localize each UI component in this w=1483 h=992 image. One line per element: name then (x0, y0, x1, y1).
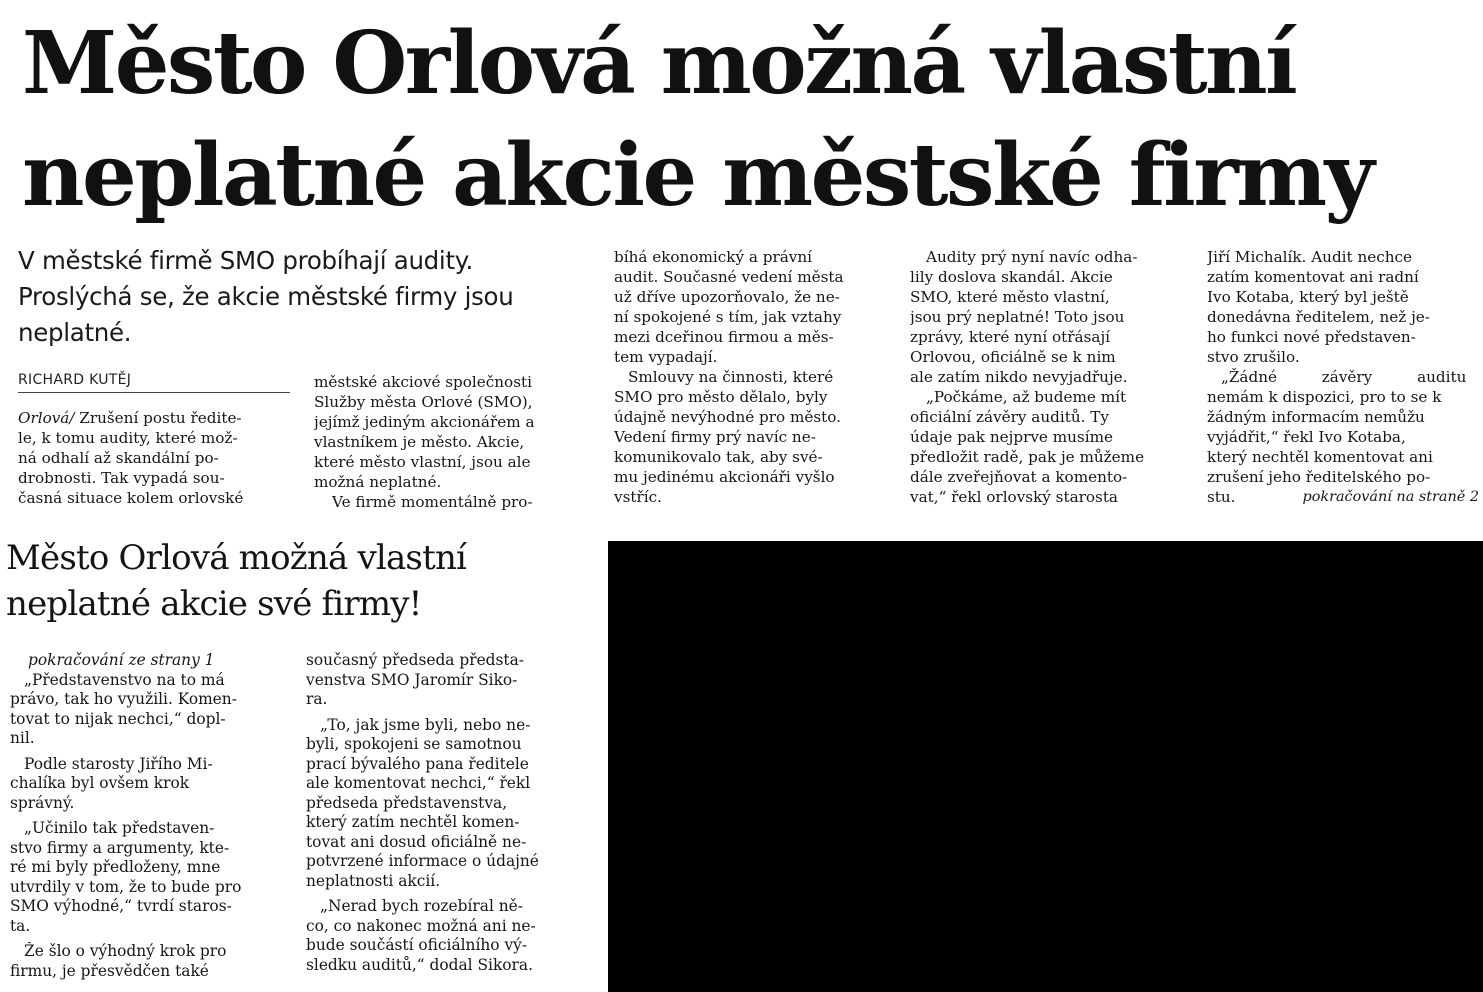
text-line: předseda představenstva, (306, 793, 508, 812)
article1-column-5 (1207, 247, 1479, 507)
article2-headline-line: neplatné akcie své firmy! (6, 584, 422, 624)
text-line: SMO pro město dělalo, byly (614, 388, 828, 406)
article1-column-3 (614, 247, 886, 507)
text-line: předložit radě, pak je můžeme (910, 448, 1145, 466)
text-line: „Představenstvo na to má (24, 670, 225, 689)
article1-column-4 (910, 247, 1186, 507)
text-line: tem vypadají. (614, 348, 718, 366)
text-line: bude součástí oficiálního vý- (306, 936, 528, 954)
text-line: zprávy, které nyní otřásají (910, 328, 1111, 346)
text-line: donedávna ředitelem, než je- (1207, 308, 1430, 326)
text-line: Podle starosty Jiřího Mi- (24, 754, 213, 773)
article1-headline-line: Město Orlová možná vlastní (22, 13, 1296, 114)
lead-line: Proslýchá se, že akcie městské firmy jsou (18, 282, 514, 311)
text-line: jsou prý neplatné! Toto jsou (910, 308, 1125, 326)
article2-column-1 (10, 651, 282, 981)
article1-headline-line: neplatné akcie městské firmy (22, 125, 1373, 226)
article1-lead (18, 243, 578, 351)
text-line: firmu, je přesvědčen také (10, 961, 209, 980)
text-line: časná situace kolem orlovské (18, 489, 244, 507)
text-line: audit. Současné vedení města (614, 268, 844, 286)
text-line: údaje pak nejprve musíme (910, 428, 1113, 446)
text-fragment: Zrušení postu ředite- (79, 409, 242, 427)
text-line: které město vlastní, jsou ale (314, 453, 531, 471)
text-line: byli, spokojeni se samotnou (306, 735, 522, 753)
text-line: stvo firmy a argumenty, kte- (10, 838, 230, 857)
text-line: sledku auditů,“ dodal Sikora. (306, 955, 533, 974)
text-line: vstříc. (614, 488, 662, 506)
text-line: Orlovou, oficiálně se k nim (910, 348, 1116, 366)
text-line: mezi dceřinou firmou a měs- (614, 328, 834, 346)
text-line: prací bývalého pana ředitele (306, 754, 529, 773)
text-line: utvrdily v tom, že to bude pro (10, 877, 242, 896)
lead-line: V městské firmě SMO probíhají audity. (18, 246, 473, 275)
text-line: ná odhalí až skandální po- (18, 449, 219, 467)
text-line: Smlouvy na činnosti, které (628, 368, 834, 386)
article2-column-2 (306, 651, 582, 975)
text-line: údajně nevýhodné pro město. (614, 408, 841, 426)
text-line: ale zatím nikdo nevyjadřuje. (910, 368, 1128, 386)
text-line: jejímž jediným akcionářem a (314, 413, 535, 431)
text-line: oficiální závěry auditů. Ty (910, 408, 1109, 426)
text-line: neplatnosti akcií. (306, 871, 441, 890)
text-line: „Počkáme, až budeme mít (926, 388, 1127, 406)
article1-headline (22, 8, 1472, 232)
text-line: žádným informacím nemůžu (1207, 408, 1425, 426)
text-line: který nechtěl komentovat ani (1207, 448, 1433, 466)
text-line: ta. (10, 916, 31, 935)
text-line: městské akciové společnosti (314, 373, 532, 391)
text-fragment: stu. (1207, 488, 1236, 506)
text-line: tovat ani dosud oficiálně ne- (306, 832, 527, 851)
text-line: stvo zrušilo. (1207, 348, 1300, 366)
text-line: vyjádřit,“ řekl Ivo Kotaba, (1207, 428, 1406, 446)
text-line (1207, 487, 1479, 507)
text-line: mu jedinému akcionáři vyšlo (614, 468, 835, 486)
text-line: ní spokojené s tím, jak vztahy (614, 308, 842, 326)
text-line: současný předseda předsta- (306, 651, 524, 669)
text-line: dále zveřejňovat a komento- (910, 468, 1128, 486)
text-line: venstva SMO Jaromír Siko- (306, 670, 518, 689)
text-line: Jiří Michalík. Audit nechce (1207, 248, 1413, 266)
text-line: Ivo Kotaba, který byl ještě (1207, 288, 1409, 306)
redaction-block (608, 541, 1483, 992)
text-line: ale komentovat nechci,“ řekl (306, 774, 531, 792)
text-line: Služby města Orlové (SMO), (314, 393, 533, 411)
text-line: tovat to nijak nechci,“ dopl- (10, 709, 226, 728)
text-line: „Nerad bych rozebíral ně- (320, 897, 523, 915)
text-line: ré mi byly předloženy, mne (10, 858, 221, 876)
article2-headline (6, 535, 596, 627)
text-line: už dříve upozorňovalo, že ne- (614, 288, 840, 306)
text-line: „Učinilo tak představen- (24, 819, 215, 837)
text-line: chalíka byl ovšem krok (10, 774, 190, 792)
text-line: „To, jak jsme byli, nebo ne- (320, 715, 531, 734)
text-line: ho funkci nové představen- (1207, 328, 1416, 346)
article1-column-2 (314, 372, 590, 512)
text-line: právo, tak ho využili. Komen- (10, 690, 237, 708)
text-line: možná neplatné. (314, 473, 442, 491)
lead-line: neplatné. (18, 318, 132, 347)
text-line: vlastníkem je město. Akcie, (314, 433, 525, 451)
article1-column-1 (18, 408, 290, 508)
text-line: SMO, které město vlastní, (910, 288, 1110, 306)
text-line: komunikovalo tak, aby své- (614, 448, 823, 466)
text-line: správný. (10, 793, 75, 812)
text-line: SMO výhodné,“ tvrdí staros- (10, 897, 232, 915)
text-line: drobnosti. Tak vypadá sou- (18, 469, 225, 487)
text-line: le, k tomu audity, které mož- (18, 429, 238, 447)
continued-note: pokračování na straně 2 (1302, 489, 1479, 505)
text-line: co, co nakonec možná ani ne- (306, 916, 536, 935)
text-line: nemám k dispozici, pro to se k (1207, 388, 1442, 406)
article2-headline-line: Město Orlová možná vlastní (6, 538, 467, 578)
continued-from-note: pokračování ze strany 1 (28, 651, 215, 669)
text-line (18, 408, 290, 428)
text-line: vat,“ řekl orlovský starosta (910, 488, 1118, 506)
text-line: Že šlo o výhodný krok pro (24, 942, 227, 960)
text-line: nil. (10, 729, 35, 747)
text-line: lily doslova skandál. Akcie (910, 268, 1113, 286)
text-line: Audity prý nyní navíc odha- (926, 248, 1138, 266)
dateline: Orlová/ (18, 409, 75, 427)
text-line: zatím komentovat ani radní (1207, 268, 1419, 286)
text-line: „Žádné závěry auditu (1221, 368, 1467, 386)
text-line: bíhá ekonomický a právní (614, 248, 813, 266)
text-line: potvrzené informace o údajné (306, 852, 539, 870)
text-line: který zatím nechtěl komen- (306, 813, 520, 831)
byline: RICHARD KUTĚJ (18, 372, 290, 393)
text-line: Ve firmě momentálně pro- (332, 493, 533, 511)
text-line: zrušení jeho ředitelského po- (1207, 468, 1431, 486)
text-line: ra. (306, 690, 328, 708)
text-line: Vedení firmy prý navíc ne- (614, 428, 816, 446)
